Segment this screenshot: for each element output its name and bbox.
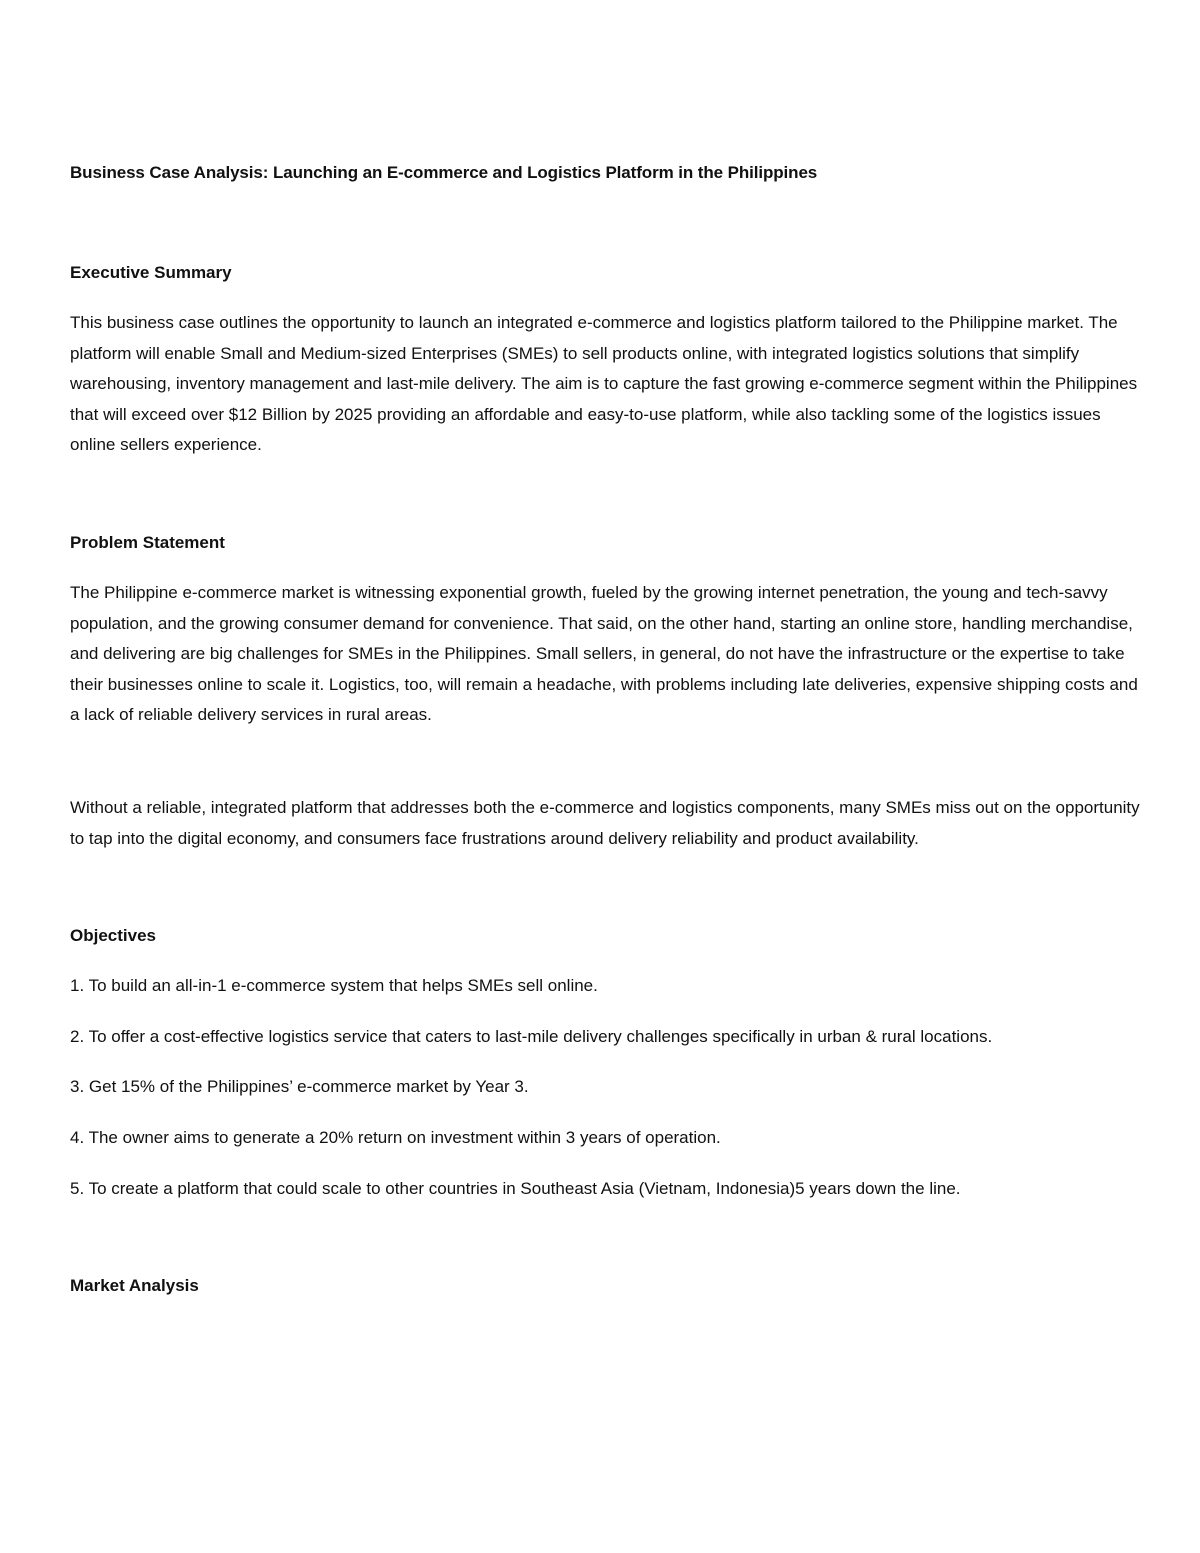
problem-statement-paragraph: The Philippine e-commerce market is witnessing exponential growth, fueled by the growing internet penetration, the young and tech-savvy population, and the growing consumer demand for convenience. That said, on the other hand, starting an online store, handling merchandise, and delivering are big challenges for SMEs in the Philippines. Small sellers, in general, do not have the infrastructure or the expertise to take their businesses online to scale it. Logistics, too, will remain a headache, with problems including late deliveries, expensive shipping costs and a lack of reliable delivery services in rural areas. (70, 582, 1138, 725)
objectives-heading: Objectives (70, 926, 156, 946)
objective-item: 3. Get 15% of the Philippines’ e-commerce market by Year 3. (70, 1077, 529, 1097)
document-title: Business Case Analysis: Launching an E-commerce and Logistics Platform in the Philippines (70, 163, 818, 182)
executive-summary-heading: Executive Summary (70, 263, 232, 282)
executive-summary-paragraph: This business case outlines the opportunity to launch an integrated e-commerce and logistics platform tailored to the Philippine market. The platform will enable Small and Medium-sized Enterprises (SMEs) to sell products online, with integrated logistics solutions that simplify warehousing, inventory management and last-mile delivery. The aim is to capture the fast growing e-commerce segment within the Philippines that will exceed over $12 Billion by 2025 providing an affordable and easy-to-use platform, while also tackling some of the logistics issues online sellers experience. (70, 313, 1138, 455)
problem-statement-heading: Problem Statement (70, 532, 225, 552)
document-body (70, 158, 1140, 1301)
market-analysis-heading: Market Analysis (70, 1276, 199, 1296)
problem-statement-section (70, 528, 1140, 854)
market-analysis-section (70, 1271, 1140, 1301)
executive-summary-section (70, 258, 1140, 461)
objective-item: 4. The owner aims to generate a 20% return on investment within 3 years of operation. (70, 1127, 721, 1147)
objective-item: 2. To offer a cost-effective logistics service that caters to last-mile delivery challenges specifically in urban & rural locations. (70, 1026, 993, 1046)
objective-item: 1. To build an all-in-1 e-commerce system that helps SMEs sell online. (70, 976, 598, 996)
problem-statement-paragraph: Without a reliable, integrated platform that addresses both the e-commerce and logistics components, many SMEs miss out on the opportunity to tap into the digital economy, and consumers face frustrations around delivery reliability and product availability. (70, 797, 1140, 848)
objective-item: 5. To create a platform that could scale to other countries in Southeast Asia (Vietnam, Indonesia)5 years down the line. (70, 1178, 961, 1198)
objectives-section (70, 921, 1140, 1204)
